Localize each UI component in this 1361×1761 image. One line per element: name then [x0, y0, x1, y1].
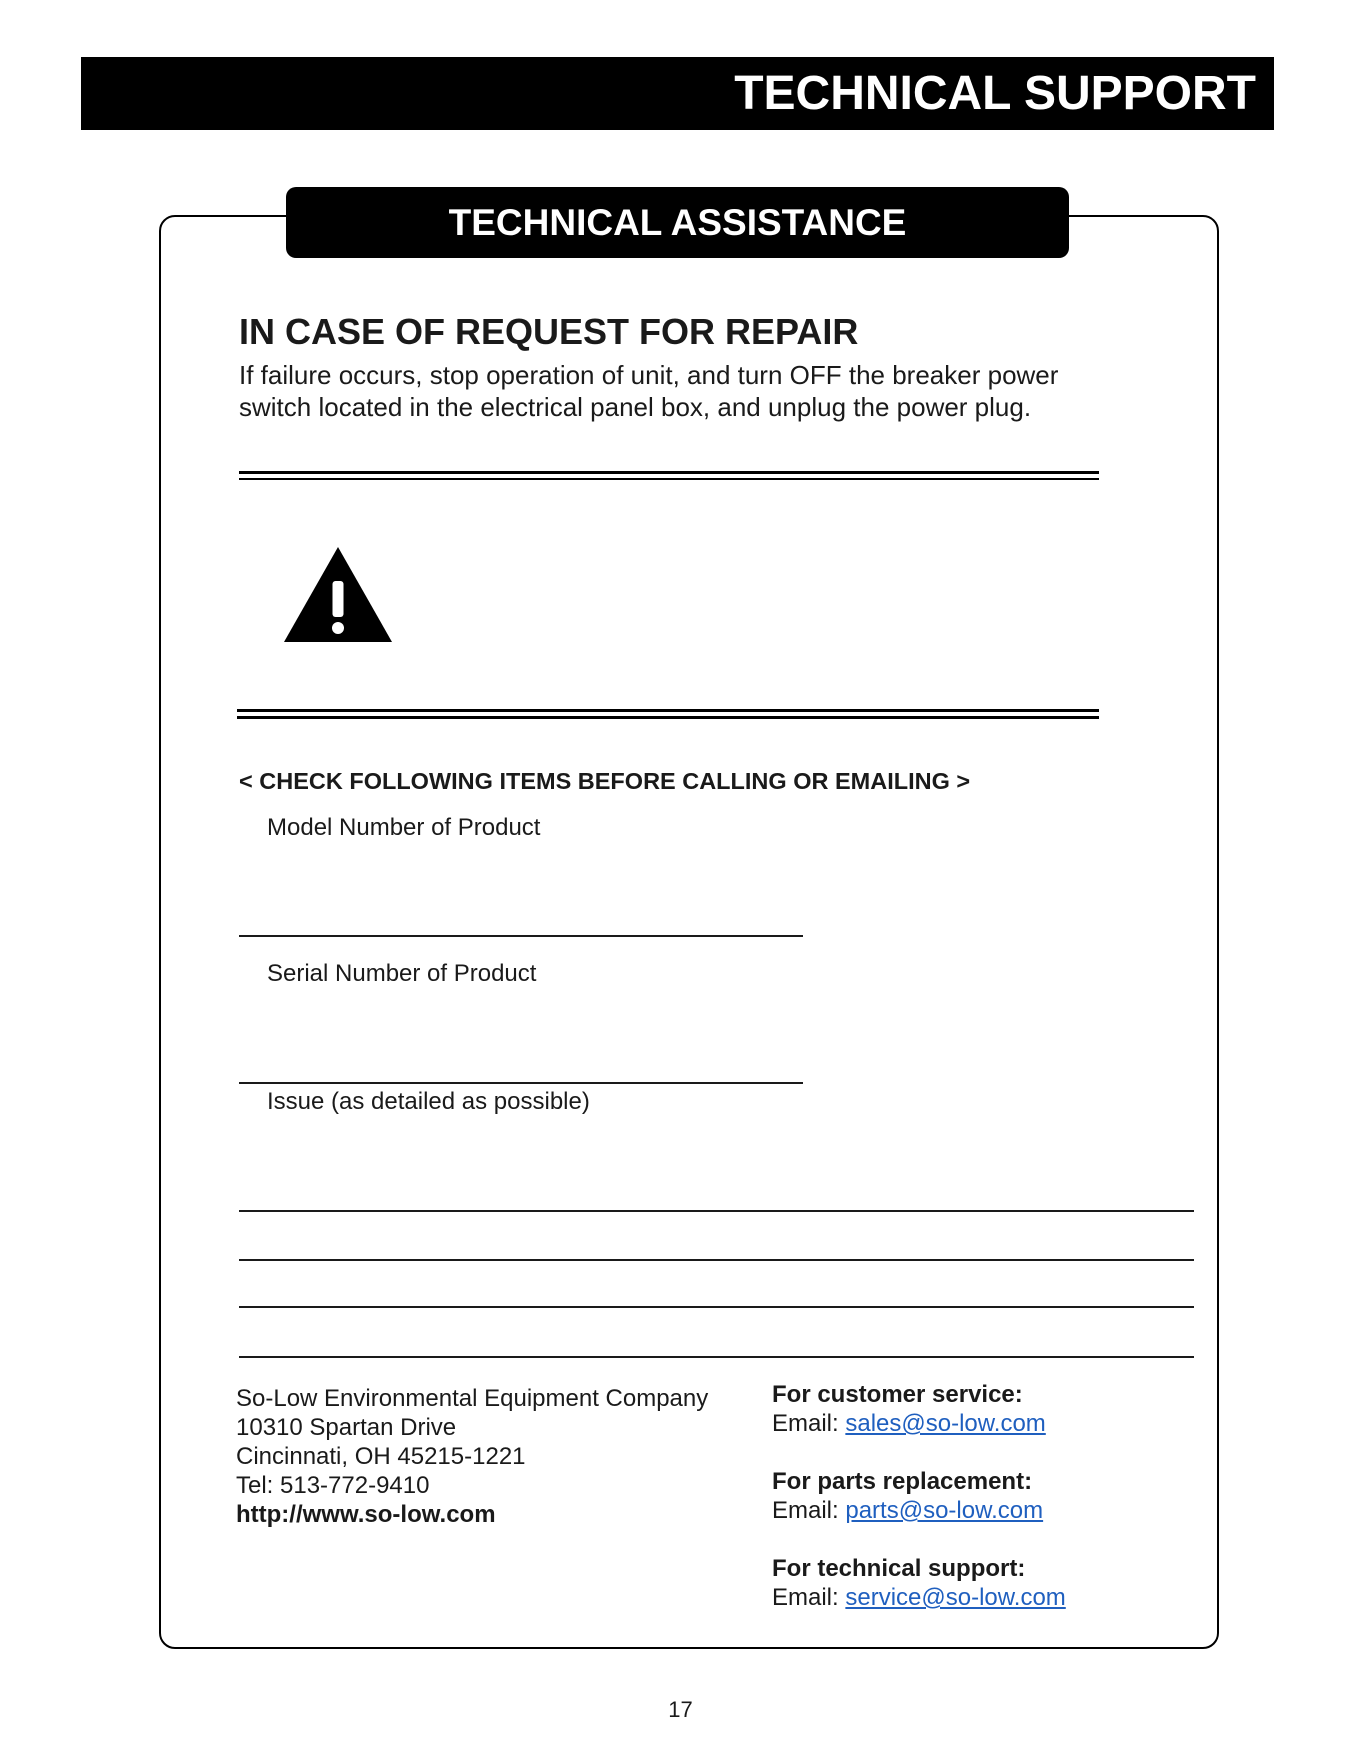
parts-heading: For parts replacement: — [772, 1468, 1033, 1495]
page-header-banner — [81, 57, 1274, 130]
company-name: So-Low Environmental Equipment Company — [236, 1385, 709, 1412]
contact-list — [772, 1380, 1066, 1641]
company-city: Cincinnati, OH 45215-1221 — [236, 1443, 526, 1470]
model-number-label: Model Number of Product — [267, 814, 541, 841]
technical-support-email-line — [772, 1583, 1066, 1612]
company-website[interactable]: http://www.so-low.com — [236, 1501, 496, 1528]
technical-support-contact — [772, 1554, 1066, 1612]
parts-email-link[interactable]: parts@so-low.com — [845, 1497, 1044, 1524]
customer-service-heading: For customer service: — [772, 1381, 1023, 1408]
warning-bottom-rule — [237, 709, 1099, 719]
serial-number-write-line — [239, 1082, 803, 1084]
company-address — [236, 1384, 708, 1529]
issue-write-line-1 — [239, 1210, 1194, 1212]
repair-heading: IN CASE OF REQUEST FOR REPAIR — [239, 311, 859, 352]
email-prefix: Email: — [772, 1584, 846, 1611]
customer-service-contact — [772, 1380, 1066, 1438]
parts-email-line — [772, 1496, 1066, 1525]
technical-support-email-link[interactable]: service@so-low.com — [845, 1584, 1066, 1611]
email-prefix: Email: — [772, 1497, 846, 1524]
issue-write-line-4 — [239, 1356, 1194, 1358]
page-number: 17 — [668, 1697, 693, 1722]
repair-instructions-line-2: switch located in the electrical panel box, and unplug the power plug. — [239, 392, 1032, 422]
repair-instructions — [239, 359, 1139, 423]
technical-support-heading: For technical support: — [772, 1555, 1026, 1582]
serial-number-label: Serial Number of Product — [267, 960, 537, 987]
warning-triangle-icon — [282, 545, 394, 644]
model-number-write-line — [239, 935, 803, 937]
parts-contact — [772, 1467, 1066, 1525]
page-header-title: TECHNICAL SUPPORT — [734, 67, 1256, 120]
customer-service-email-link[interactable]: sales@so-low.com — [845, 1410, 1046, 1437]
company-street: 10310 Spartan Drive — [236, 1414, 457, 1441]
warning-top-rule — [239, 471, 1099, 480]
email-prefix: Email: — [772, 1410, 846, 1437]
section-title-pill — [286, 187, 1069, 258]
issue-write-line-2 — [239, 1259, 1194, 1261]
issue-label: Issue (as detailed as possible) — [267, 1088, 590, 1115]
section-title: TECHNICAL ASSISTANCE — [448, 202, 907, 243]
checklist-heading: < CHECK FOLLOWING ITEMS BEFORE CALLING OR EMAILING > — [239, 768, 971, 794]
company-phone: Tel: 513-772-9410 — [236, 1472, 430, 1499]
repair-instructions-line-1: If failure occurs, stop operation of unit, and turn OFF the breaker power — [239, 360, 1059, 390]
issue-write-line-3 — [239, 1306, 1194, 1308]
customer-service-email-line — [772, 1409, 1066, 1438]
